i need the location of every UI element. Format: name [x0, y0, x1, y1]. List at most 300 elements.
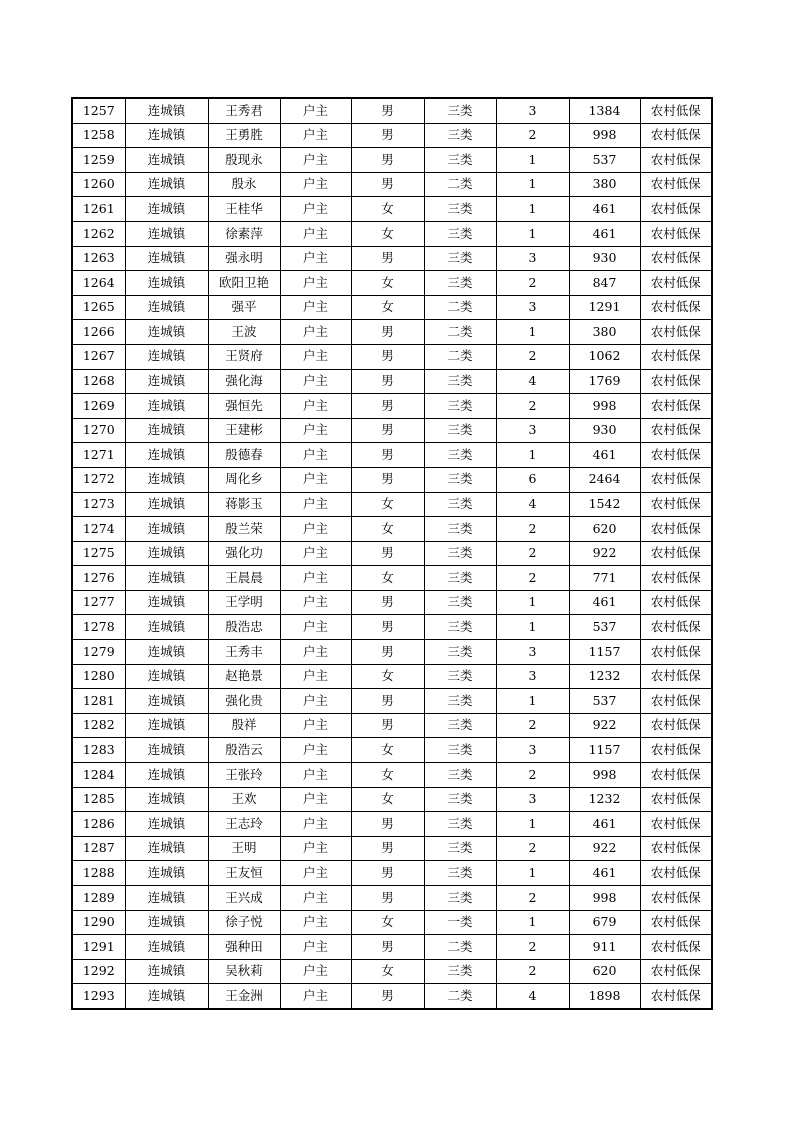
gender-cell: 女 [351, 271, 424, 296]
assistance-type-cell: 农村低保 [640, 271, 712, 296]
household-size-cell: 1 [496, 221, 569, 246]
table-row [72, 910, 712, 935]
amount-cell: 380 [569, 172, 640, 197]
category-cell: 三类 [424, 221, 496, 246]
row-number-cell: 1278 [72, 615, 125, 640]
category-cell: 二类 [424, 935, 496, 960]
township-cell: 连城镇 [125, 344, 208, 369]
household-size-cell: 2 [496, 763, 569, 788]
table-row [72, 713, 712, 738]
name-cell: 殷德春 [208, 443, 280, 468]
row-number-cell: 1258 [72, 123, 125, 148]
household-size-cell: 1 [496, 197, 569, 222]
row-number-cell: 1279 [72, 640, 125, 665]
household-size-cell: 3 [496, 418, 569, 443]
row-number-cell: 1265 [72, 295, 125, 320]
row-number-cell: 1283 [72, 738, 125, 763]
relation-cell: 户主 [280, 763, 351, 788]
township-cell: 连城镇 [125, 467, 208, 492]
gender-cell: 男 [351, 148, 424, 173]
gender-cell: 女 [351, 221, 424, 246]
category-cell: 三类 [424, 271, 496, 296]
household-size-cell: 3 [496, 787, 569, 812]
household-size-cell: 2 [496, 935, 569, 960]
name-cell: 王贤府 [208, 344, 280, 369]
relation-cell: 户主 [280, 836, 351, 861]
name-cell: 王金洲 [208, 984, 280, 1009]
name-cell: 王友恒 [208, 861, 280, 886]
assistance-type-cell: 农村低保 [640, 197, 712, 222]
gender-cell: 男 [351, 590, 424, 615]
assistance-type-cell: 农村低保 [640, 295, 712, 320]
gender-cell: 男 [351, 984, 424, 1009]
assistance-type-cell: 农村低保 [640, 246, 712, 271]
household-size-cell: 3 [496, 738, 569, 763]
township-cell: 连城镇 [125, 615, 208, 640]
assistance-type-cell: 农村低保 [640, 812, 712, 837]
table-row [72, 123, 712, 148]
row-number-cell: 1274 [72, 517, 125, 542]
row-number-cell: 1263 [72, 246, 125, 271]
assistance-type-cell: 农村低保 [640, 640, 712, 665]
assistance-type-cell: 农村低保 [640, 369, 712, 394]
amount-cell: 461 [569, 443, 640, 468]
assistance-type-cell: 农村低保 [640, 541, 712, 566]
table-row [72, 98, 712, 123]
township-cell: 连城镇 [125, 148, 208, 173]
gender-cell: 男 [351, 98, 424, 123]
amount-cell: 1157 [569, 738, 640, 763]
row-number-cell: 1285 [72, 787, 125, 812]
table-row [72, 812, 712, 837]
household-size-cell: 4 [496, 369, 569, 394]
township-cell: 连城镇 [125, 172, 208, 197]
township-cell: 连城镇 [125, 664, 208, 689]
amount-cell: 461 [569, 861, 640, 886]
table-body [72, 98, 712, 1009]
township-cell: 连城镇 [125, 713, 208, 738]
gender-cell: 女 [351, 910, 424, 935]
table-row [72, 738, 712, 763]
gender-cell: 男 [351, 886, 424, 911]
table-row [72, 344, 712, 369]
category-cell: 三类 [424, 246, 496, 271]
gender-cell: 男 [351, 418, 424, 443]
township-cell: 连城镇 [125, 517, 208, 542]
gender-cell: 男 [351, 541, 424, 566]
name-cell: 殷祥 [208, 713, 280, 738]
row-number-cell: 1262 [72, 221, 125, 246]
household-size-cell: 2 [496, 541, 569, 566]
name-cell: 王桂华 [208, 197, 280, 222]
category-cell: 二类 [424, 984, 496, 1009]
household-size-cell: 2 [496, 566, 569, 591]
row-number-cell: 1271 [72, 443, 125, 468]
category-cell: 三类 [424, 418, 496, 443]
township-cell: 连城镇 [125, 369, 208, 394]
name-cell: 强平 [208, 295, 280, 320]
category-cell: 三类 [424, 123, 496, 148]
assistance-type-cell: 农村低保 [640, 418, 712, 443]
row-number-cell: 1280 [72, 664, 125, 689]
assistance-type-cell: 农村低保 [640, 344, 712, 369]
township-cell: 连城镇 [125, 861, 208, 886]
township-cell: 连城镇 [125, 418, 208, 443]
category-cell: 三类 [424, 492, 496, 517]
assistance-type-cell: 农村低保 [640, 787, 712, 812]
township-cell: 连城镇 [125, 935, 208, 960]
name-cell: 王勇胜 [208, 123, 280, 148]
township-cell: 连城镇 [125, 590, 208, 615]
row-number-cell: 1277 [72, 590, 125, 615]
relation-cell: 户主 [280, 517, 351, 542]
table-row [72, 443, 712, 468]
name-cell: 周化乡 [208, 467, 280, 492]
category-cell: 三类 [424, 443, 496, 468]
assistance-type-cell: 农村低保 [640, 886, 712, 911]
amount-cell: 998 [569, 763, 640, 788]
category-cell: 三类 [424, 541, 496, 566]
row-number-cell: 1292 [72, 959, 125, 984]
table-row [72, 984, 712, 1009]
amount-cell: 998 [569, 123, 640, 148]
assistance-type-cell: 农村低保 [640, 590, 712, 615]
assistance-type-cell: 农村低保 [640, 689, 712, 714]
household-size-cell: 3 [496, 664, 569, 689]
table-row [72, 394, 712, 419]
assistance-type-cell: 农村低保 [640, 148, 712, 173]
relation-cell: 户主 [280, 246, 351, 271]
row-number-cell: 1272 [72, 467, 125, 492]
gender-cell: 男 [351, 369, 424, 394]
name-cell: 强化贵 [208, 689, 280, 714]
row-number-cell: 1284 [72, 763, 125, 788]
assistance-type-cell: 农村低保 [640, 910, 712, 935]
row-number-cell: 1267 [72, 344, 125, 369]
gender-cell: 女 [351, 959, 424, 984]
category-cell: 三类 [424, 689, 496, 714]
row-number-cell: 1287 [72, 836, 125, 861]
table-row [72, 148, 712, 173]
township-cell: 连城镇 [125, 98, 208, 123]
name-cell: 王欢 [208, 787, 280, 812]
township-cell: 连城镇 [125, 221, 208, 246]
amount-cell: 537 [569, 689, 640, 714]
category-cell: 三类 [424, 664, 496, 689]
name-cell: 强永明 [208, 246, 280, 271]
row-number-cell: 1270 [72, 418, 125, 443]
township-cell: 连城镇 [125, 959, 208, 984]
gender-cell: 女 [351, 517, 424, 542]
township-cell: 连城镇 [125, 640, 208, 665]
township-cell: 连城镇 [125, 763, 208, 788]
relation-cell: 户主 [280, 197, 351, 222]
category-cell: 三类 [424, 197, 496, 222]
household-size-cell: 4 [496, 984, 569, 1009]
category-cell: 三类 [424, 886, 496, 911]
name-cell: 徐子悦 [208, 910, 280, 935]
row-number-cell: 1269 [72, 394, 125, 419]
row-number-cell: 1289 [72, 886, 125, 911]
household-size-cell: 4 [496, 492, 569, 517]
relation-cell: 户主 [280, 713, 351, 738]
category-cell: 三类 [424, 861, 496, 886]
table-row [72, 541, 712, 566]
relation-cell: 户主 [280, 221, 351, 246]
township-cell: 连城镇 [125, 566, 208, 591]
household-size-cell: 1 [496, 443, 569, 468]
name-cell: 殷浩云 [208, 738, 280, 763]
name-cell: 王秀君 [208, 98, 280, 123]
name-cell: 蒋影玉 [208, 492, 280, 517]
household-size-cell: 1 [496, 590, 569, 615]
amount-cell: 620 [569, 517, 640, 542]
row-number-cell: 1275 [72, 541, 125, 566]
assistance-type-cell: 农村低保 [640, 836, 712, 861]
category-cell: 三类 [424, 590, 496, 615]
category-cell: 三类 [424, 369, 496, 394]
amount-cell: 1157 [569, 640, 640, 665]
relation-cell: 户主 [280, 984, 351, 1009]
name-cell: 吴秋莉 [208, 959, 280, 984]
name-cell: 殷现永 [208, 148, 280, 173]
name-cell: 强恒先 [208, 394, 280, 419]
amount-cell: 1769 [569, 369, 640, 394]
relation-cell: 户主 [280, 935, 351, 960]
table-row [72, 271, 712, 296]
gender-cell: 男 [351, 344, 424, 369]
category-cell: 三类 [424, 148, 496, 173]
name-cell: 王学明 [208, 590, 280, 615]
name-cell: 赵艳景 [208, 664, 280, 689]
relation-cell: 户主 [280, 910, 351, 935]
assistance-type-cell: 农村低保 [640, 221, 712, 246]
household-size-cell: 6 [496, 467, 569, 492]
amount-cell: 911 [569, 935, 640, 960]
category-cell: 三类 [424, 615, 496, 640]
township-cell: 连城镇 [125, 394, 208, 419]
relation-cell: 户主 [280, 566, 351, 591]
gender-cell: 女 [351, 763, 424, 788]
row-number-cell: 1276 [72, 566, 125, 591]
table-row [72, 640, 712, 665]
township-cell: 连城镇 [125, 246, 208, 271]
table-row [72, 295, 712, 320]
gender-cell: 男 [351, 467, 424, 492]
assistance-type-cell: 农村低保 [640, 467, 712, 492]
gender-cell: 女 [351, 295, 424, 320]
category-cell: 二类 [424, 344, 496, 369]
assistance-type-cell: 农村低保 [640, 566, 712, 591]
township-cell: 连城镇 [125, 812, 208, 837]
table-row [72, 590, 712, 615]
household-size-cell: 1 [496, 861, 569, 886]
assistance-type-cell: 农村低保 [640, 861, 712, 886]
name-cell: 王张玲 [208, 763, 280, 788]
name-cell: 王志玲 [208, 812, 280, 837]
row-number-cell: 1291 [72, 935, 125, 960]
amount-cell: 461 [569, 221, 640, 246]
township-cell: 连城镇 [125, 886, 208, 911]
table-row [72, 861, 712, 886]
category-cell: 三类 [424, 517, 496, 542]
household-size-cell: 1 [496, 320, 569, 345]
assistance-type-cell: 农村低保 [640, 959, 712, 984]
relation-cell: 户主 [280, 320, 351, 345]
township-cell: 连城镇 [125, 197, 208, 222]
name-cell: 强化海 [208, 369, 280, 394]
amount-cell: 998 [569, 886, 640, 911]
amount-cell: 922 [569, 541, 640, 566]
gender-cell: 男 [351, 935, 424, 960]
relation-cell: 户主 [280, 369, 351, 394]
household-size-cell: 3 [496, 640, 569, 665]
table-row [72, 492, 712, 517]
table-row [72, 197, 712, 222]
household-size-cell: 2 [496, 394, 569, 419]
relation-cell: 户主 [280, 271, 351, 296]
category-cell: 三类 [424, 566, 496, 591]
name-cell: 殷浩忠 [208, 615, 280, 640]
household-size-cell: 1 [496, 910, 569, 935]
household-size-cell: 1 [496, 615, 569, 640]
relation-cell: 户主 [280, 787, 351, 812]
amount-cell: 1384 [569, 98, 640, 123]
gender-cell: 女 [351, 664, 424, 689]
amount-cell: 1898 [569, 984, 640, 1009]
assistance-type-cell: 农村低保 [640, 984, 712, 1009]
assistance-type-cell: 农村低保 [640, 713, 712, 738]
row-number-cell: 1266 [72, 320, 125, 345]
relation-cell: 户主 [280, 615, 351, 640]
relation-cell: 户主 [280, 123, 351, 148]
amount-cell: 930 [569, 418, 640, 443]
row-number-cell: 1257 [72, 98, 125, 123]
category-cell: 三类 [424, 738, 496, 763]
row-number-cell: 1264 [72, 271, 125, 296]
amount-cell: 771 [569, 566, 640, 591]
relation-cell: 户主 [280, 812, 351, 837]
relation-cell: 户主 [280, 148, 351, 173]
household-size-cell: 1 [496, 172, 569, 197]
assistance-type-cell: 农村低保 [640, 492, 712, 517]
table-row [72, 787, 712, 812]
table-row [72, 935, 712, 960]
gender-cell: 男 [351, 615, 424, 640]
name-cell: 王秀丰 [208, 640, 280, 665]
category-cell: 二类 [424, 320, 496, 345]
category-cell: 一类 [424, 910, 496, 935]
table-row [72, 689, 712, 714]
amount-cell: 461 [569, 590, 640, 615]
name-cell: 王晨晨 [208, 566, 280, 591]
amount-cell: 922 [569, 713, 640, 738]
township-cell: 连城镇 [125, 836, 208, 861]
gender-cell: 男 [351, 394, 424, 419]
gender-cell: 男 [351, 123, 424, 148]
amount-cell: 461 [569, 812, 640, 837]
assistance-type-cell: 农村低保 [640, 320, 712, 345]
category-cell: 三类 [424, 394, 496, 419]
relation-cell: 户主 [280, 861, 351, 886]
category-cell: 三类 [424, 98, 496, 123]
name-cell: 强种田 [208, 935, 280, 960]
assistance-type-cell: 农村低保 [640, 98, 712, 123]
relation-cell: 户主 [280, 492, 351, 517]
relation-cell: 户主 [280, 443, 351, 468]
relation-cell: 户主 [280, 640, 351, 665]
household-size-cell: 1 [496, 812, 569, 837]
relation-cell: 户主 [280, 394, 351, 419]
category-cell: 三类 [424, 836, 496, 861]
row-number-cell: 1288 [72, 861, 125, 886]
name-cell: 欧阳卫艳 [208, 271, 280, 296]
category-cell: 二类 [424, 172, 496, 197]
amount-cell: 2464 [569, 467, 640, 492]
relation-cell: 户主 [280, 590, 351, 615]
relation-cell: 户主 [280, 295, 351, 320]
household-size-cell: 2 [496, 517, 569, 542]
household-size-cell: 2 [496, 271, 569, 296]
amount-cell: 847 [569, 271, 640, 296]
township-cell: 连城镇 [125, 787, 208, 812]
household-size-cell: 2 [496, 123, 569, 148]
assistance-type-cell: 农村低保 [640, 172, 712, 197]
township-cell: 连城镇 [125, 689, 208, 714]
gender-cell: 女 [351, 738, 424, 763]
category-cell: 三类 [424, 959, 496, 984]
gender-cell: 女 [351, 197, 424, 222]
row-number-cell: 1259 [72, 148, 125, 173]
amount-cell: 1232 [569, 787, 640, 812]
household-size-cell: 3 [496, 295, 569, 320]
township-cell: 连城镇 [125, 984, 208, 1009]
gender-cell: 男 [351, 320, 424, 345]
relief-roster-table [71, 97, 713, 1010]
relation-cell: 户主 [280, 98, 351, 123]
amount-cell: 1291 [569, 295, 640, 320]
table-row [72, 221, 712, 246]
name-cell: 殷兰荣 [208, 517, 280, 542]
household-size-cell: 2 [496, 344, 569, 369]
township-cell: 连城镇 [125, 320, 208, 345]
table-row [72, 836, 712, 861]
relation-cell: 户主 [280, 467, 351, 492]
table-row [72, 886, 712, 911]
row-number-cell: 1286 [72, 812, 125, 837]
household-size-cell: 1 [496, 689, 569, 714]
gender-cell: 女 [351, 566, 424, 591]
gender-cell: 男 [351, 861, 424, 886]
name-cell: 王波 [208, 320, 280, 345]
township-cell: 连城镇 [125, 295, 208, 320]
name-cell: 王建彬 [208, 418, 280, 443]
gender-cell: 男 [351, 812, 424, 837]
household-size-cell: 2 [496, 713, 569, 738]
category-cell: 三类 [424, 763, 496, 788]
gender-cell: 男 [351, 172, 424, 197]
household-size-cell: 3 [496, 98, 569, 123]
amount-cell: 1542 [569, 492, 640, 517]
relation-cell: 户主 [280, 418, 351, 443]
row-number-cell: 1293 [72, 984, 125, 1009]
row-number-cell: 1273 [72, 492, 125, 517]
relation-cell: 户主 [280, 738, 351, 763]
amount-cell: 537 [569, 615, 640, 640]
household-size-cell: 3 [496, 246, 569, 271]
table-row [72, 467, 712, 492]
relation-cell: 户主 [280, 541, 351, 566]
